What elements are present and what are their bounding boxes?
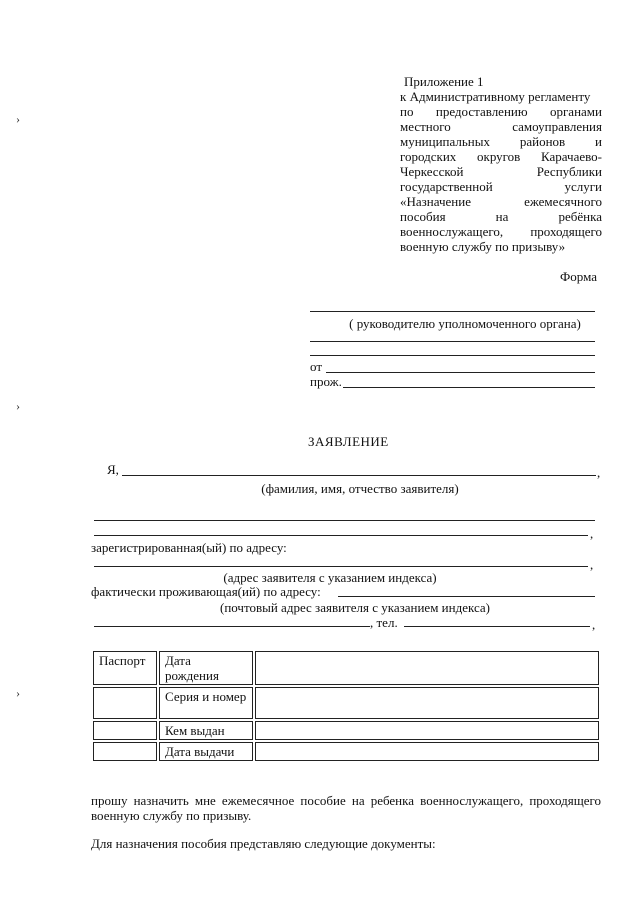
postal-address-field-line[interactable] [94, 626, 370, 627]
residence-field-line[interactable] [343, 387, 595, 388]
line-comma: , [590, 526, 594, 541]
registered-label: зарегистрированная(ый) по адресу: [91, 540, 287, 555]
from-label: от [310, 359, 323, 374]
appendix-line: пособия на ребёнка [400, 209, 602, 224]
registered-address-field-line[interactable] [94, 566, 588, 567]
form-label: Форма [560, 269, 597, 284]
appendix-line: по предоставлению органами [400, 104, 602, 119]
line-comma: , [590, 557, 594, 572]
registered-caption: (адрес заявителя с указанием индекса) [223, 570, 437, 585]
appendix-line: военную службу по призыву» [400, 239, 566, 254]
residence-label: прож. [310, 374, 342, 389]
scan-mark: › [16, 112, 20, 126]
documents-paragraph: Для назначения пособия представляю следующие документы: [91, 836, 436, 851]
applicant-extra-line[interactable] [94, 520, 595, 521]
addressee-field-line[interactable] [310, 311, 595, 312]
document-title: ЗАЯВЛЕНИЕ [308, 434, 389, 449]
from-field-line[interactable] [326, 372, 595, 373]
postal-caption: (почтовый адрес заявителя с указанием индекса) [219, 600, 491, 615]
appendix-line: местного самоуправления [400, 119, 602, 134]
table-row [93, 721, 599, 740]
passport-header-cell: Паспорт [93, 651, 157, 685]
appendix-line: к Административному регламенту [400, 89, 591, 104]
table-label-cell: Серия и номер [159, 687, 253, 719]
actual-address-field-line[interactable] [338, 596, 595, 597]
request-paragraph: прошу назначить мне ежемесячное пособие на ребенка военнослужащего, проходящего военную службу по призыву. [91, 793, 601, 823]
table-empty-cell [93, 742, 157, 761]
addressee-field-line[interactable] [310, 355, 595, 356]
table-row [93, 687, 599, 719]
appendix-line: Приложение 1 [404, 74, 484, 89]
appendix-line: Черкесской Республики [400, 164, 602, 179]
issued-by-value-cell[interactable] [255, 721, 599, 740]
phone-label: , тел. [370, 615, 398, 630]
phone-field-line[interactable] [404, 626, 590, 627]
table-label-cell: Кем выдан [159, 721, 253, 740]
appendix-line: «Назначение ежемесячного [400, 194, 602, 209]
line-comma: , [597, 465, 601, 480]
passport-table [91, 649, 601, 763]
actual-address-label: фактически проживающая(ий) по адресу: [91, 584, 321, 599]
appendix-block [400, 74, 602, 254]
appendix-line: муниципальных районов и [400, 134, 602, 149]
line-comma: , [592, 617, 596, 632]
i-label: Я, [107, 462, 119, 477]
appendix-line: военнослужащего, проходящего [400, 224, 602, 239]
table-label-cell: Дата выдачи [159, 742, 253, 761]
birth-date-value-cell[interactable] [255, 651, 599, 685]
issue-date-value-cell[interactable] [255, 742, 599, 761]
series-number-value-cell[interactable] [255, 687, 599, 719]
applicant-name-field-line[interactable] [122, 475, 596, 476]
table-label-cell: Дата рождения [159, 651, 253, 685]
addressee-field-line[interactable] [310, 341, 595, 342]
applicant-extra-line[interactable] [94, 535, 588, 536]
addressee-caption: ( руководителю уполномоченного органа) [349, 316, 581, 331]
table-row [93, 651, 599, 685]
appendix-line: государственной услуги [400, 179, 602, 194]
table-empty-cell [93, 687, 157, 719]
scan-mark: › [16, 686, 20, 700]
table-row [93, 742, 599, 761]
scan-mark: › [16, 399, 20, 413]
appendix-line: городских округов Карачаево- [400, 149, 602, 164]
table-empty-cell [93, 721, 157, 740]
name-caption: (фамилия, имя, отчество заявителя) [261, 481, 459, 496]
